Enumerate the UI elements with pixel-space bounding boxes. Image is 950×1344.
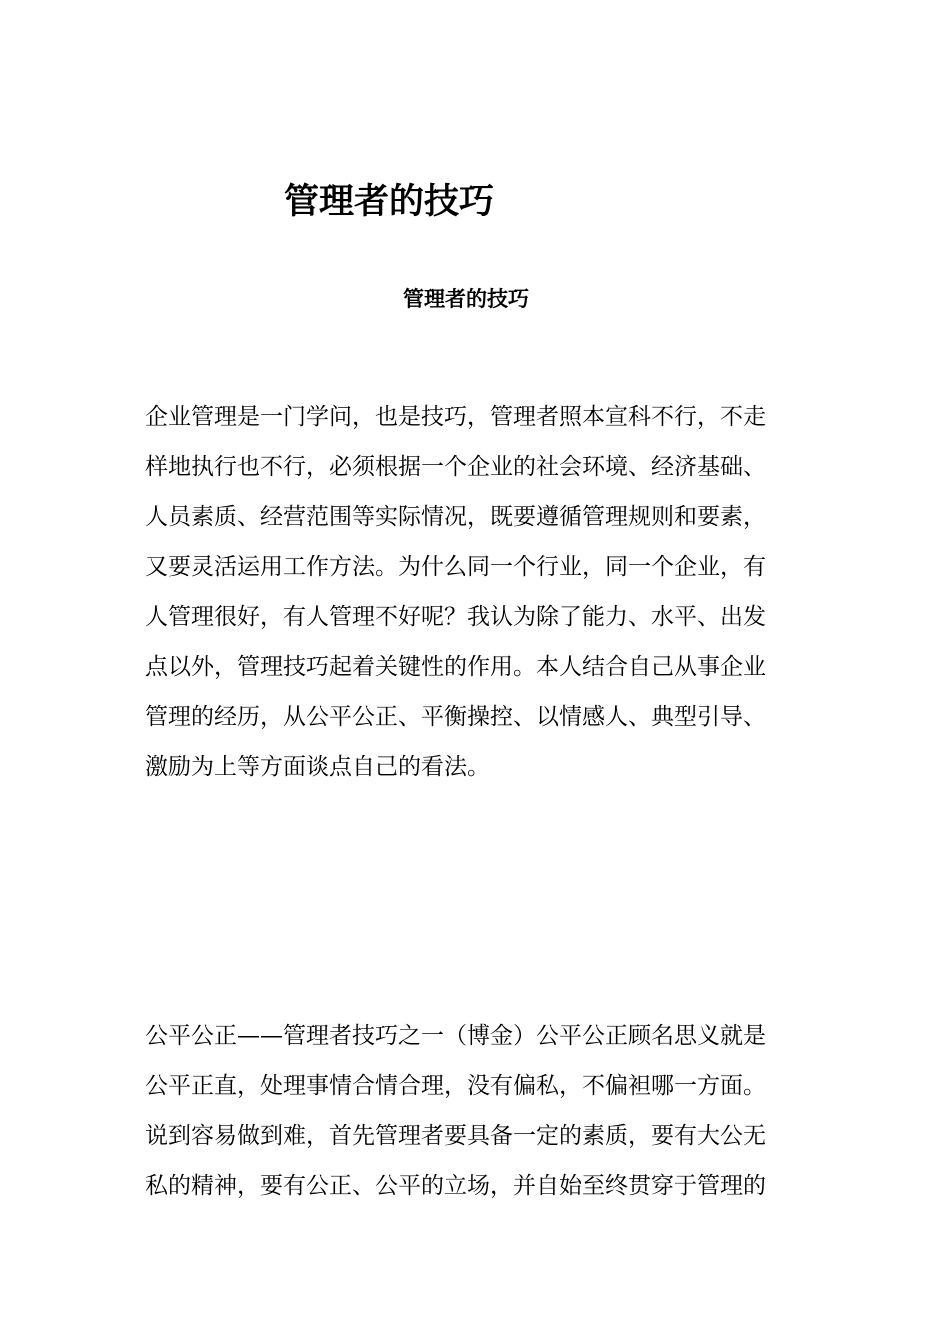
paragraph-line: 点以外，管理技巧起着关键性的作用。本人结合自己从事企业 — [145, 654, 766, 680]
paragraph-line: 人员素质、经营范围等实际情况，既要遵循管理规则和要素， — [145, 504, 766, 530]
paragraph-line: 管理的经历，从公平公正、平衡操控、以情感人、典型引导、 — [145, 704, 766, 730]
paragraph-line: 企业管理是一门学问，也是技巧，管理者照本宣科不行，不走 — [145, 404, 766, 430]
paragraph-line: 公平正直，处理事情合情合理，没有偏私，不偏袒哪一方面。 — [145, 1073, 766, 1099]
paragraph-intro — [145, 392, 805, 792]
paragraph-line: 激励为上等方面谈点自己的看法。 — [145, 754, 490, 780]
document-title: 管理者的技巧 — [284, 182, 495, 222]
paragraph-line: 说到容易做到难，首先管理者要具备一定的素质，要有大公无 — [145, 1123, 766, 1149]
document-subtitle: 管理者的技巧 — [403, 287, 529, 311]
paragraph-line: 样地执行也不行，必须根据一个企业的社会环境、经济基础、 — [145, 454, 766, 480]
paragraph-line: 公平公正——管理者技巧之一（博金）公平公正顾名思义就是 — [145, 1023, 766, 1049]
paragraph-line: 私的精神，要有公正、公平的立场，并自始至终贯穿于管理的 — [145, 1173, 766, 1199]
paragraph-fairness — [145, 1011, 805, 1211]
paragraph-line: 人管理很好，有人管理不好呢？我认为除了能力、水平、出发 — [145, 604, 766, 630]
paragraph-line: 又要灵活运用工作方法。为什么同一个行业，同一个企业，有 — [145, 554, 766, 580]
